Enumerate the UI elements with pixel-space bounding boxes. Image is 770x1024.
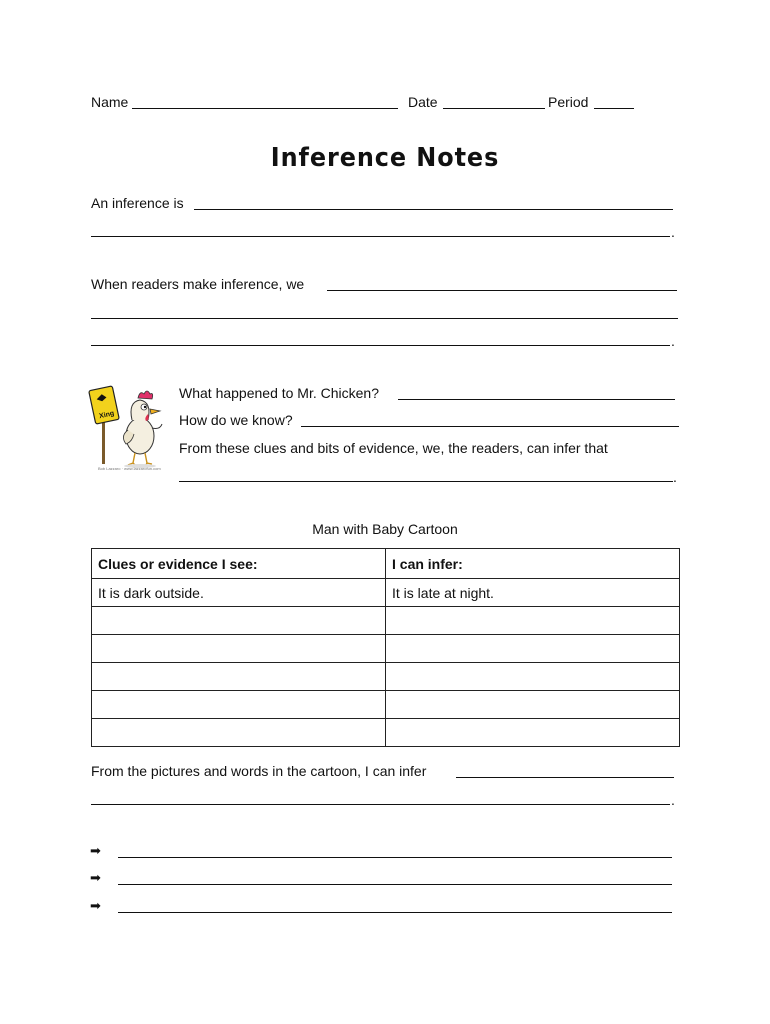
chicken-crossing-illustration [88,380,172,472]
when-readers-line-2[interactable] [91,318,678,319]
bullet-line-3[interactable] [118,912,672,913]
definition-end: . [671,224,675,240]
table-row [92,663,680,691]
table-cell-inference[interactable] [386,607,680,635]
clues-inference-table [91,548,680,747]
when-readers-line-3[interactable] [91,345,670,346]
table-row [92,719,680,747]
table-cell-clue[interactable]: It is dark outside. [92,579,386,607]
definition-line-2[interactable] [91,236,670,237]
table-cell-inference[interactable] [386,719,680,747]
table-row [92,607,680,635]
table-row [92,635,680,663]
when-readers-line-1[interactable] [327,290,677,291]
chicken-answer-3-line[interactable] [179,481,673,482]
bullet-line-1[interactable] [118,857,672,858]
chicken-question-3: From these clues and bits of evidence, we, the readers, can infer that [179,440,608,456]
arrow-right-icon: ➡ [90,843,101,858]
cartoon-caption: Man with Baby Cartoon [312,521,458,537]
table-cell-inference[interactable] [386,663,680,691]
arrow-right-icon: ➡ [90,898,101,913]
arrow-right-icon: ➡ [90,870,101,885]
name-label: Name [91,94,129,110]
table-cell-clue[interactable] [92,719,386,747]
chicken-answer-1-line[interactable] [398,399,675,400]
cartoon-infer-line-1[interactable] [456,777,674,778]
table-header-infer: I can infer: [386,549,680,579]
when-readers-end: . [671,333,675,349]
sign-text: Xing [98,410,115,421]
table-cell-inference[interactable]: It is late at night. [386,579,680,607]
chicken-answer-3-end: . [673,469,677,485]
table-header-row [92,549,680,579]
table-row [92,579,680,607]
name-field[interactable] [132,108,398,109]
period-field[interactable] [594,108,634,109]
table-cell-clue[interactable] [92,691,386,719]
bullet-line-2[interactable] [118,884,672,885]
chicken-question-2: How do we know? [179,412,293,428]
period-label: Period [548,94,589,110]
table-header-clues: Clues or evidence I see: [92,549,386,579]
definition-prompt: An inference is [91,195,184,211]
illustration-credit: Bob Lazzaro · www.lazzarofun.com [98,466,161,471]
table-cell-clue[interactable] [92,635,386,663]
table-cell-clue[interactable] [92,663,386,691]
chicken-answer-2-line[interactable] [301,426,679,427]
cartoon-infer-line-2[interactable] [91,804,670,805]
date-label: Date [408,94,438,110]
definition-line-1[interactable] [194,209,673,210]
table-cell-clue[interactable] [92,607,386,635]
date-field[interactable] [443,108,545,109]
table-cell-inference[interactable] [386,691,680,719]
table-cell-inference[interactable] [386,635,680,663]
cartoon-infer-end: . [671,792,675,808]
page-title: Inference Notes [270,143,500,173]
cartoon-infer-prompt: From the pictures and words in the cartoon, I can infer [91,763,427,779]
table-row [92,691,680,719]
when-readers-prompt: When readers make inference, we [91,276,305,292]
chicken-question-1: What happened to Mr. Chicken? [179,385,380,401]
